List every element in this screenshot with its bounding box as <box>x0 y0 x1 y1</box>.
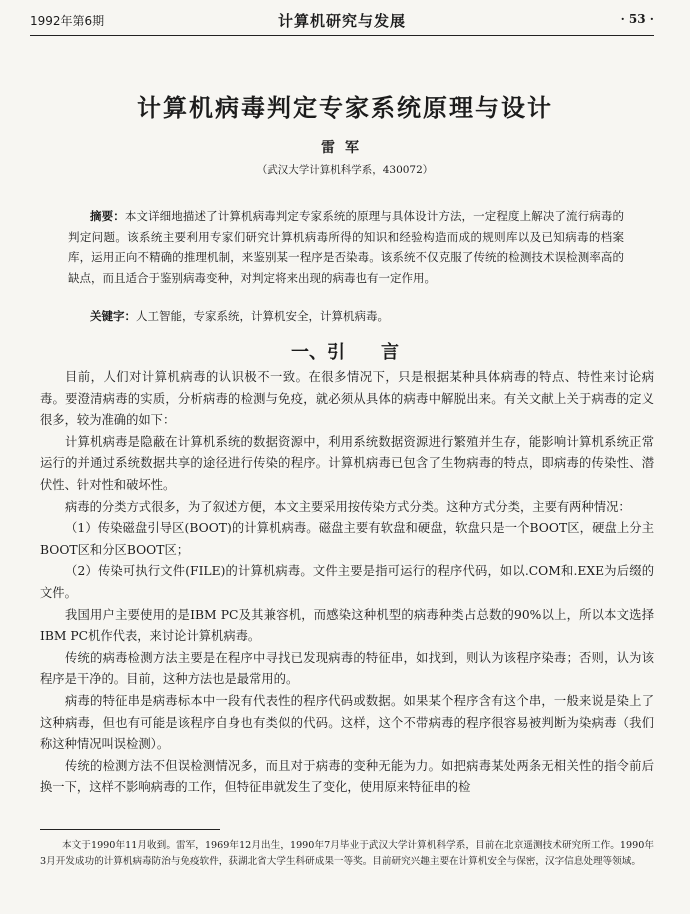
paragraph: 目前，人们对计算机病毒的认识极不一致。在很多情况下，只是根据某种具体病毒的特点、特性来讨论病毒。要澄清病毒的实质，分析病毒的检测与免疫，就必须从具体的病毒中解脱出来。有关文献上关于病毒的定义很多，较为准确的如下： <box>40 370 654 428</box>
author-affiliation: （武汉大学计算机科学系，430072） <box>256 164 434 176</box>
issue-label: 1992年第6期 <box>30 14 105 28</box>
keywords-label: 关键字： <box>90 309 136 323</box>
page-number: · 53 · <box>620 12 654 26</box>
paragraph: （1）传染磁盘引导区(BOOT)的计算机病毒。磁盘主要有软盘和硬盘，软盘只是一个BOOT区，硬盘上分主BOOT区和分区BOOT区； <box>40 521 654 557</box>
paragraph: 传统的检测方法不但误检测情况多，而且对于病毒的变种无能为力。如把病毒某处两条无相关性的指令前后换一下，这样不影响病毒的工作，但特征串就发生了变化，使用原来特征串的检 <box>40 758 654 795</box>
header-rule <box>30 35 654 36</box>
journal-name: 计算机研究与发展 <box>277 12 406 30</box>
footnote-rule <box>40 829 220 830</box>
paragraph: 传统的病毒检测方法主要是在程序中寻找已发现病毒的特征串，如找到，则认为该程序染毒；否则，认为该程序是干净的。目前，这种方法也是最常用的。 <box>40 650 654 687</box>
paragraph: 病毒的分类方式很多，为了叙述方便，本文主要采用按传染方式分类。这种方式分类，主要有两种情况： <box>65 499 631 514</box>
abstract-text: 本文详细地描述了计算机病毒判定专家系统的原理与具体设计方法，一定程度上解决了流行病毒的判定问题。该系统主要利用专家们研究计算机病毒所得的知识和经验构造而成的规则库以及已知病毒的档案库，运用正向不精确的推理机制，来鉴别某一程序是否染毒。该系统不仅克服了传统的检测技术误检测率高的缺点，而且适合于鉴别病毒变种，对判定将来出现的病毒也有一定作用。 <box>68 209 625 285</box>
keywords-text: 人工智能，专家系统，计算机安全，计算机病毒。 <box>136 309 389 323</box>
footnote: 本文于1990年11月收到。雷军，1969年12月出生，1990年7月毕业于武汉大学计算机科学系，目前在北京遥测技术研究所工作。1990年3月开发成功的计算机病毒防治与免疫软件，获湖北省大学生科研成果一等奖。目前研究兴趣主要在计算机安全与保密，汉字信息处理等领域。 <box>40 840 654 867</box>
abstract-label: 摘要： <box>90 209 125 223</box>
running-header <box>30 10 654 32</box>
paragraph: （2）传染可执行文件(FILE)的计算机病毒。文件主要是指可运行的程序代码，如以.COM和.EXE为后缀的文件。 <box>40 564 654 600</box>
author-name: 雷军 <box>321 140 369 156</box>
article-title: 计算机病毒判定专家系统原理与设计 <box>137 94 553 122</box>
abstract <box>68 206 624 288</box>
section-heading: 一、引 言 <box>291 342 399 363</box>
body-text <box>40 367 654 799</box>
paragraph: 病毒的特征串是病毒标本中一段有代表性的程序代码或数据。如果某个程序含有这个串，一般来说是染上了这种病毒，但也有可能是该程序自身也有类似的代码。这样，这个不带病毒的程序很容易被判断为染病毒（我们称这种情况叫误检测）。 <box>40 693 654 752</box>
keywords <box>68 307 624 325</box>
paragraph: 计算机病毒是隐蔽在计算机系统的数据资源中，利用系统数据资源进行繁殖并生存，能影响计算机系统正常运行的并通过系统数据共享的途径进行传染的程序。计算机病毒已包含了生物病毒的特点，即病毒的传染性、潜伏性、针对性和破坏性。 <box>40 434 654 492</box>
paragraph: 我国用户主要使用的是IBM PC及其兼容机，而感染这种机型的病毒种类占总数的90%以上，所以本文选择IBM PC机作代表，来讨论计算机病毒。 <box>40 607 654 644</box>
